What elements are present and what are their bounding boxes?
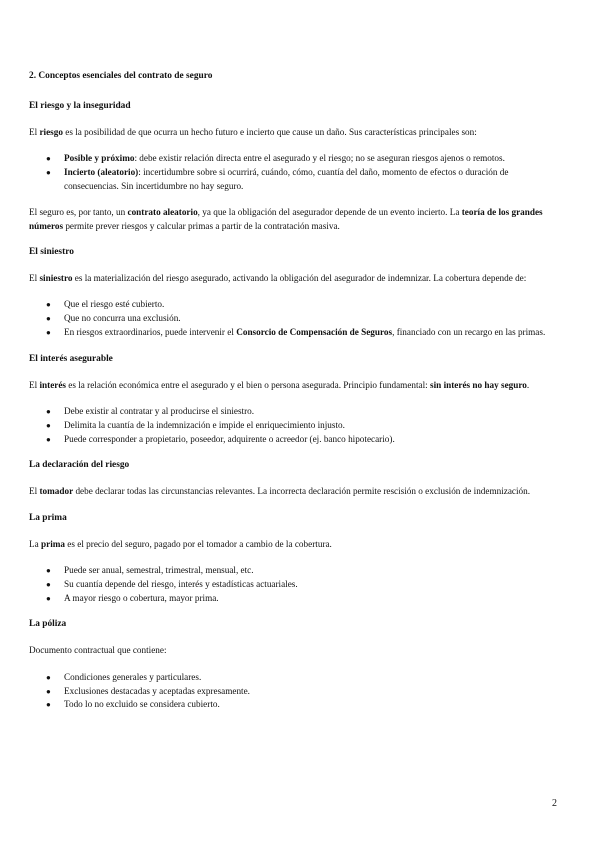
text-run: Que no concurra una exclusión. bbox=[64, 313, 181, 324]
bold-text: interés bbox=[39, 379, 66, 390]
list-item bbox=[29, 419, 549, 432]
bullet-icon: ● bbox=[46, 593, 51, 603]
text-run: es la relación económica entre el asegurado y el bien o persona asegurada. Principio fundamental: bbox=[66, 379, 431, 390]
text-run: , financiado con un recargo en las primas. bbox=[392, 327, 546, 338]
text-run: . bbox=[526, 379, 530, 390]
heading-poliza: La póliza bbox=[29, 619, 67, 630]
list-item bbox=[29, 685, 549, 698]
text-run: debe declarar todas las circunstancias relevantes. La incorrecta declaración permite rescisión o exclusión de indemnización. bbox=[73, 486, 531, 497]
list-item bbox=[29, 298, 549, 311]
text-run: El bbox=[29, 486, 40, 497]
text-run: es el precio del seguro, pagado por el tomador a cambio de la cobertura. bbox=[65, 538, 332, 549]
bold-text: teoría de los grandes números bbox=[29, 207, 543, 231]
heading-interes: El interés asegurable bbox=[29, 353, 113, 364]
list-item bbox=[29, 405, 549, 418]
list-item bbox=[29, 326, 549, 339]
list-riesgo bbox=[29, 152, 549, 193]
text-run: En riesgos extraordinarios, puede intervenir el bbox=[64, 327, 237, 338]
heading-siniestro: El siniestro bbox=[29, 246, 74, 257]
text-run: El bbox=[29, 127, 40, 137]
list-siniestro bbox=[29, 298, 549, 339]
paragraph-siniestro-intro bbox=[29, 272, 549, 285]
bullet-icon: ● bbox=[46, 314, 51, 324]
paragraph-riesgo-intro bbox=[29, 126, 549, 139]
bullet-icon: ● bbox=[46, 154, 51, 164]
bullet-icon: ● bbox=[46, 168, 51, 178]
text-run: El bbox=[29, 272, 40, 283]
section-title: 2. Conceptos esenciales del contrato de seguro bbox=[29, 71, 213, 81]
section-prima bbox=[29, 512, 549, 606]
section-poliza bbox=[29, 618, 549, 712]
bullet-icon: ● bbox=[46, 700, 51, 710]
list-item bbox=[29, 698, 549, 711]
text-run: es la posibilidad de que ocurra un hecho futuro e incierto que cause un daño. Sus características principales son: bbox=[62, 127, 477, 137]
section-riesgo bbox=[29, 100, 549, 233]
section-declaracion bbox=[29, 459, 549, 498]
text-run: Todo lo no excluido se considera cubierto. bbox=[64, 699, 220, 710]
bold-text: siniestro bbox=[39, 272, 73, 283]
bullet-icon: ● bbox=[46, 672, 51, 682]
bullet-icon: ● bbox=[46, 579, 51, 589]
list-item bbox=[29, 564, 549, 577]
bold-text: Posible y próximo bbox=[64, 153, 135, 164]
bullet-icon: ● bbox=[46, 434, 51, 444]
text-run: Puede corresponder a propietario, poseedor, adquirente o acreedor (ej. banco hipotecario). bbox=[64, 433, 395, 444]
text-run: Debe existir al contratar y al producirse el siniestro. bbox=[64, 405, 255, 416]
paragraph-riesgo-outro bbox=[29, 206, 549, 233]
bullet-icon: ● bbox=[46, 566, 51, 575]
list-item bbox=[29, 671, 549, 684]
bold-text: tomador bbox=[39, 486, 74, 497]
text-run: : incertidumbre sobre si ocurrirá, cuándo, cómo, cuantía del daño, momento de efectos o duración de consecuencias. Sin incertidumbre no hay seguro. bbox=[64, 167, 509, 191]
paragraph-poliza-intro bbox=[29, 644, 549, 657]
text-run: Exclusiones destacadas y aceptadas expresamente. bbox=[64, 685, 250, 696]
bold-text: riesgo bbox=[39, 127, 63, 137]
page-number: 2 bbox=[552, 798, 557, 809]
bold-text: sin interés no hay seguro bbox=[430, 379, 527, 390]
document-page bbox=[29, 70, 549, 725]
list-item bbox=[29, 592, 549, 605]
paragraph-declaracion-intro bbox=[29, 485, 549, 498]
text-run: La bbox=[29, 538, 41, 549]
text-run: Documento contractual que contiene: bbox=[29, 645, 167, 656]
text-run: A mayor riesgo o cobertura, mayor prima. bbox=[64, 592, 219, 603]
heading-riesgo: El riesgo y la inseguridad bbox=[29, 101, 131, 111]
heading-declaracion: La declaración del riesgo bbox=[29, 460, 130, 471]
list-item bbox=[29, 312, 549, 325]
list-item bbox=[29, 152, 549, 165]
text-run: es la materialización del riesgo asegurado, activando la obligación del asegurador de indemnizar. La cobertura depende de: bbox=[72, 272, 527, 283]
text-run: Puede ser anual, semestral, trimestral, mensual, etc. bbox=[64, 565, 254, 575]
text-run: Delimita la cuantía de la indemnización e impide el enriquecimiento injusto. bbox=[64, 419, 345, 430]
text-run: Condiciones generales y particulares. bbox=[64, 671, 202, 682]
text-run: , ya que la obligación del asegurador depende de un evento incierto. La bbox=[197, 207, 462, 218]
bold-text: contrato aleatorio bbox=[127, 207, 198, 218]
bullet-icon: ● bbox=[46, 328, 51, 338]
bullet-icon: ● bbox=[46, 406, 51, 416]
list-item bbox=[29, 433, 549, 446]
section-siniestro bbox=[29, 246, 549, 340]
text-run: El seguro es, por tanto, un bbox=[29, 207, 128, 218]
section-interes bbox=[29, 353, 549, 447]
bold-text: prima bbox=[41, 538, 65, 549]
bold-text: Consorcio de Compensación de Seguros bbox=[236, 327, 393, 338]
text-run: Que el riesgo esté cubierto. bbox=[64, 299, 165, 310]
bullet-icon: ● bbox=[46, 686, 51, 696]
list-item bbox=[29, 166, 549, 193]
text-run: Su cuantía depende del riesgo, interés y estadísticas actuariales. bbox=[64, 578, 298, 589]
list-prima bbox=[29, 564, 549, 605]
text-run: El bbox=[29, 379, 40, 390]
text-run: permite prever riesgos y calcular primas a partir de la contratación masiva. bbox=[63, 220, 340, 231]
paragraph-prima-intro bbox=[29, 538, 549, 551]
bullet-icon: ● bbox=[46, 420, 51, 430]
list-poliza bbox=[29, 671, 549, 712]
heading-prima: La prima bbox=[29, 512, 67, 523]
text-run: : debe existir relación directa entre el asegurado y el riesgo; no se aseguran riesgos ajenos o remotos. bbox=[134, 153, 505, 164]
paragraph-interes-intro bbox=[29, 379, 549, 392]
list-interes bbox=[29, 405, 549, 446]
bold-text: Incierto (aleatorio) bbox=[64, 167, 139, 178]
list-item bbox=[29, 578, 549, 591]
bullet-icon: ● bbox=[46, 300, 51, 310]
